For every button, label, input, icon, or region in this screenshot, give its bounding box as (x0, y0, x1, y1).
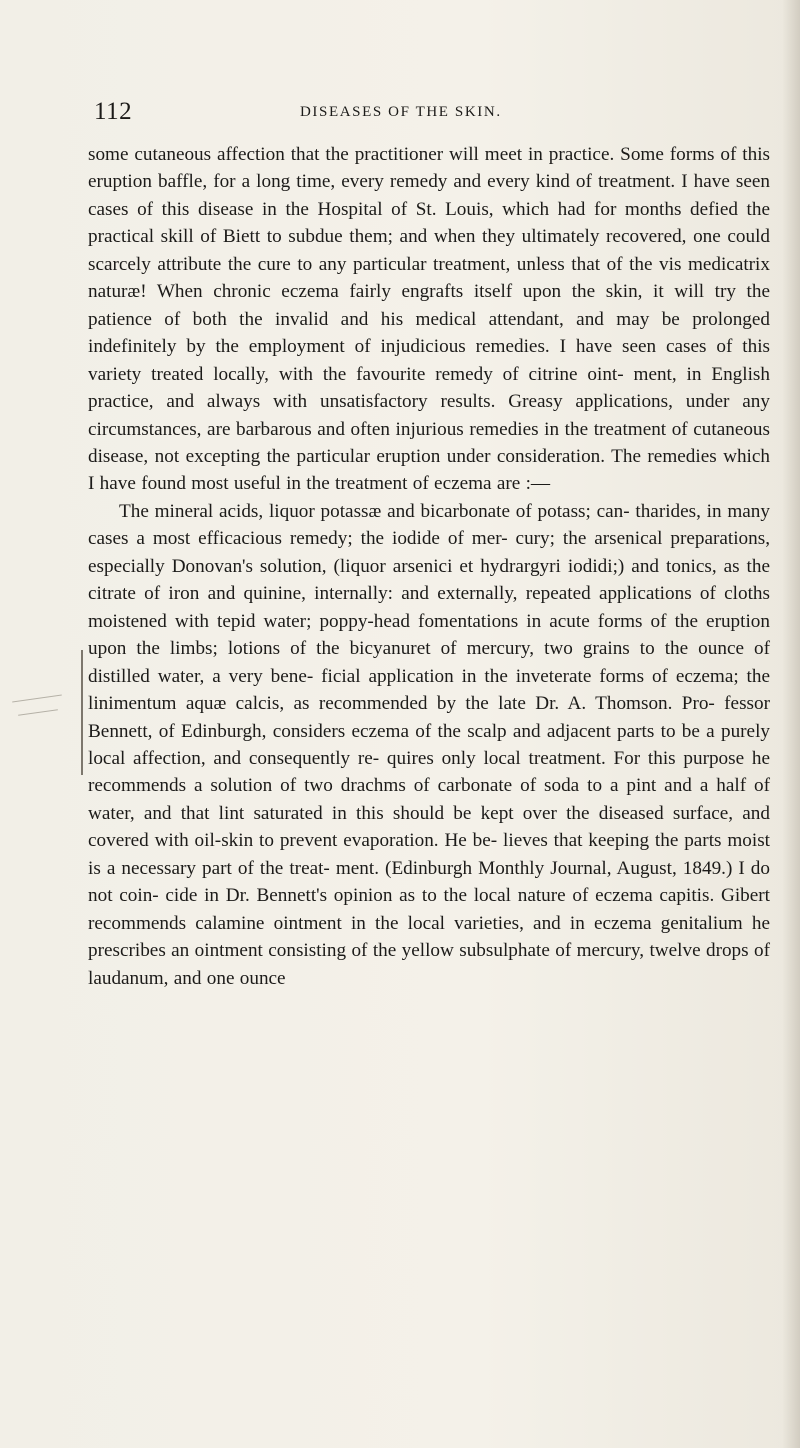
page-number: 112 (94, 98, 133, 125)
margin-bracket-mark (81, 650, 83, 775)
paragraph: some cutaneous affection that the practitioner will meet in practice. Some forms of this eruption baffle, for a long time, every remedy and every kind of treatment. I have seen cases of this disease in the Hospital of St. Louis, which had for months defied the practical skill of Biett to subdue them; and when they ultimately recovered, one could scarcely attribute the cure to any particular treatment, unless that of the vis medicatrix naturæ! When chronic eczema fairly engrafts itself upon the skin, it will try the patience of both the invalid and his medical attendant, and may be prolonged indefinitely by the employment of injudicious remedies. I have seen cases of this variety treated locally, with the favourite remedy of citrine oint- ment, in English practice, and always with unsatisfactory results. Greasy applications, under any circumstances, are barbarous and often injurious remedies in the treatment of cutaneous disease, not excepting the particular eruption under consideration. The remedies which I have found most useful in the treatment of eczema are :— (88, 144, 770, 495)
body-text (88, 141, 770, 992)
handwritten-margin-note (4, 690, 66, 732)
pencil-stroke (18, 709, 58, 716)
paragraph: The mineral acids, liquor potassæ and bicarbonate of potass; can- tharides, in many cases a most efficacious remedy; the iodide of mer- cury; the arsenical preparations, especially Donovan's solution, (liquor arsenici et hydrargyri iodidi;) and tonics, as the citrate of iron and quinine, internally: and externally, repeated applications of cloths moistened with tepid water; poppy-head fomentations in acute forms of the eruption upon the limbs; lotions of the bicyanuret of mercury, two grains to the ounce of distilled water, a very bene- ficial application in the inveterate forms of eczema; the linimentum aquæ calcis, as recommended by the late Dr. A. Thomson. Pro- fessor Bennett, of Edinburgh, considers eczema of the scalp and adjacent parts to be a purely local affection, and consequently re- quires only local treatment. For this purpose he recommends a solution of two drachms of carbonate of soda to a pint and a half of water, and that lint saturated in this should be kept over the diseased surface, and covered with oil-skin to prevent evaporation. He be- lieves that keeping the parts moist is a necessary part of the treat- ment. (Edinburgh Monthly Journal, August, 1849.) I do not coin- cide in Dr. Bennett's opinion as to the local nature of eczema capitis. Gibert recommends calamine ointment in the local varieties, and in eczema genitalium he prescribes an ointment consisting of the yellow subsulphate of mercury, twelve drops of laudanum, and one ounce (88, 500, 770, 989)
page-header (94, 98, 764, 128)
pencil-stroke (12, 695, 62, 703)
page-edge-shadow (782, 0, 800, 1448)
running-title: DISEASES OF THE SKIN. (300, 104, 502, 120)
